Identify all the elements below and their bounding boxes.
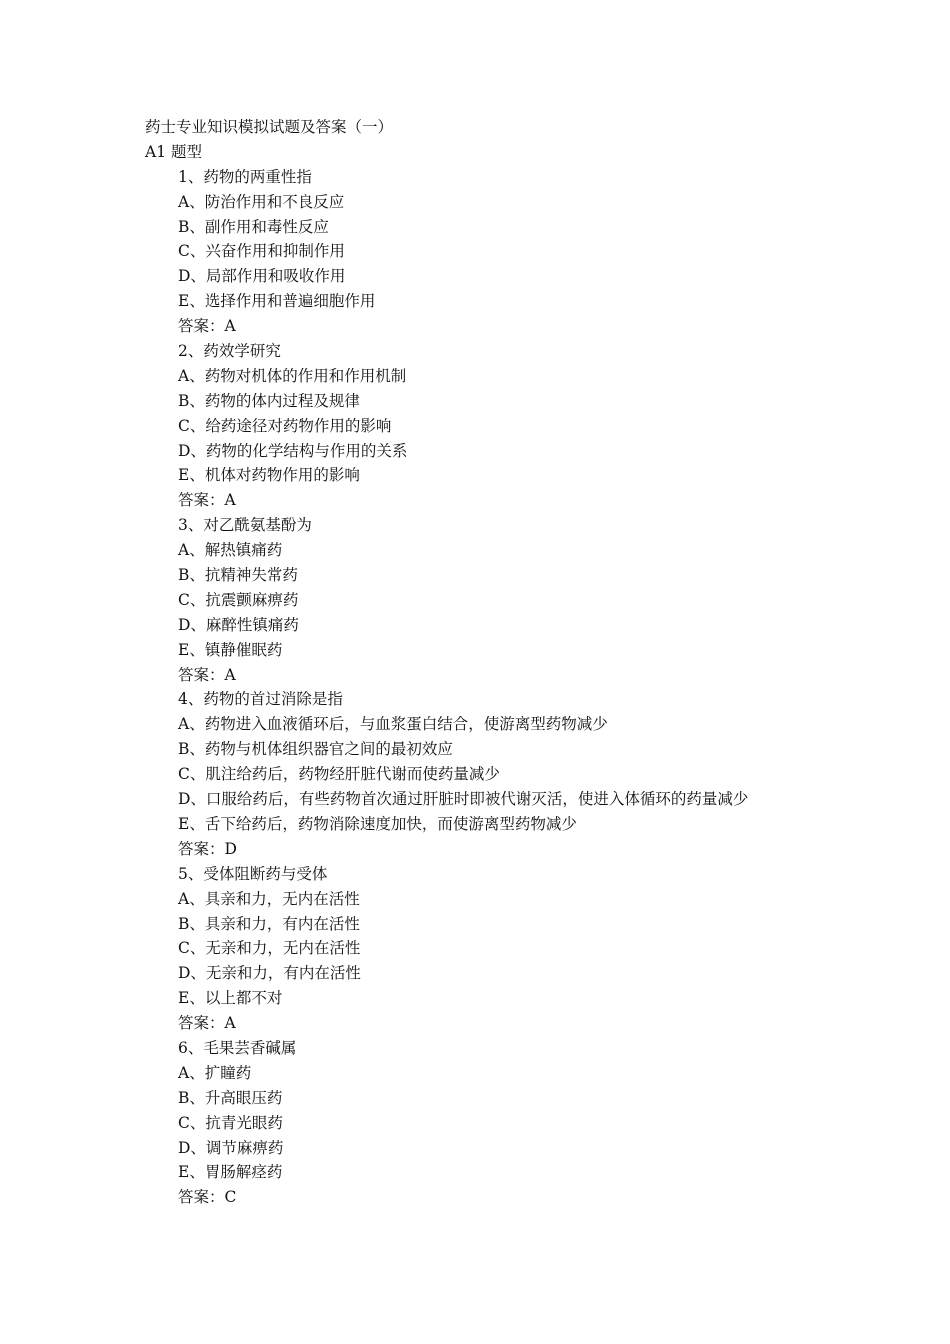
question-block bbox=[145, 687, 905, 861]
question-stem: 2、药效学研究 bbox=[178, 342, 281, 361]
answer: 答案：C bbox=[178, 1188, 237, 1207]
answer: 答案：D bbox=[178, 839, 237, 858]
option-b: B、药物与机体组织器官之间的最初效应 bbox=[178, 740, 453, 759]
question-stem: 6、毛果芸香碱属 bbox=[178, 1038, 297, 1057]
question-block bbox=[145, 339, 905, 513]
answer: 答案：A bbox=[178, 317, 236, 336]
option-b: B、副作用和毒性反应 bbox=[178, 217, 329, 236]
option-c: C、兴奋作用和抑制作用 bbox=[178, 242, 345, 261]
option-b: B、抗精神失常药 bbox=[178, 566, 298, 585]
option-a: A、扩瞳药 bbox=[178, 1063, 252, 1082]
answer: 答案：A bbox=[178, 1014, 236, 1033]
answer: 答案：A bbox=[178, 491, 236, 510]
option-a: A、药物对机体的作用和作用机制 bbox=[178, 366, 407, 385]
option-c: C、无亲和力，无内在活性 bbox=[178, 939, 361, 958]
option-e: E、机体对药物作用的影响 bbox=[178, 466, 360, 485]
option-b: B、升高眼压药 bbox=[178, 1088, 283, 1107]
option-c: C、抗青光眼药 bbox=[178, 1113, 283, 1132]
question-block bbox=[145, 165, 905, 339]
option-a: A、防治作用和不良反应 bbox=[178, 192, 345, 211]
option-b: B、药物的体内过程及规律 bbox=[178, 391, 360, 410]
option-e: E、选择作用和普遍细胞作用 bbox=[178, 292, 376, 311]
option-d: D、药物的化学结构与作用的关系 bbox=[178, 441, 408, 460]
document-content bbox=[145, 115, 905, 1210]
question-block bbox=[145, 513, 905, 687]
option-c: C、抗震颤麻痹药 bbox=[178, 590, 299, 609]
question-block bbox=[145, 862, 905, 1036]
section-heading: A1 题型 bbox=[145, 142, 202, 161]
option-d: D、调节麻痹药 bbox=[178, 1138, 284, 1157]
option-b: B、具亲和力，有内在活性 bbox=[178, 914, 360, 933]
option-e: E、以上都不对 bbox=[178, 989, 283, 1008]
option-c: C、肌注给药后，药物经肝脏代谢而使药量减少 bbox=[178, 765, 500, 784]
question-stem: 3、对乙酰氨基酚为 bbox=[178, 516, 312, 535]
question-stem: 5、受体阻断药与受体 bbox=[178, 864, 328, 883]
option-a: A、药物进入血液循环后，与血浆蛋白结合，使游离型药物减少 bbox=[178, 715, 608, 734]
option-d: D、局部作用和吸收作用 bbox=[178, 267, 346, 286]
option-d: D、无亲和力，有内在活性 bbox=[178, 964, 361, 983]
document-title: 药士专业知识模拟试题及答案（一） bbox=[145, 118, 394, 136]
option-c: C、给药途径对药物作用的影响 bbox=[178, 416, 392, 435]
option-d: D、口服给药后，有些药物首次通过肝脏时即被代谢灭活，使进入体循环的药量减少 bbox=[178, 790, 749, 809]
question-stem: 1、药物的两重性指 bbox=[178, 167, 312, 186]
option-a: A、具亲和力，无内在活性 bbox=[178, 889, 360, 908]
question-stem: 4、药物的首过消除是指 bbox=[178, 690, 343, 709]
option-d: D、麻醉性镇痛药 bbox=[178, 615, 299, 634]
question-block bbox=[145, 1036, 905, 1210]
option-e: E、舌下给药后，药物消除速度加快，而使游离型药物减少 bbox=[178, 814, 577, 833]
answer: 答案：A bbox=[178, 665, 236, 684]
option-a: A、解热镇痛药 bbox=[178, 541, 283, 560]
option-e: E、镇静催眠药 bbox=[178, 640, 283, 659]
option-e: E、胃肠解痉药 bbox=[178, 1163, 283, 1182]
